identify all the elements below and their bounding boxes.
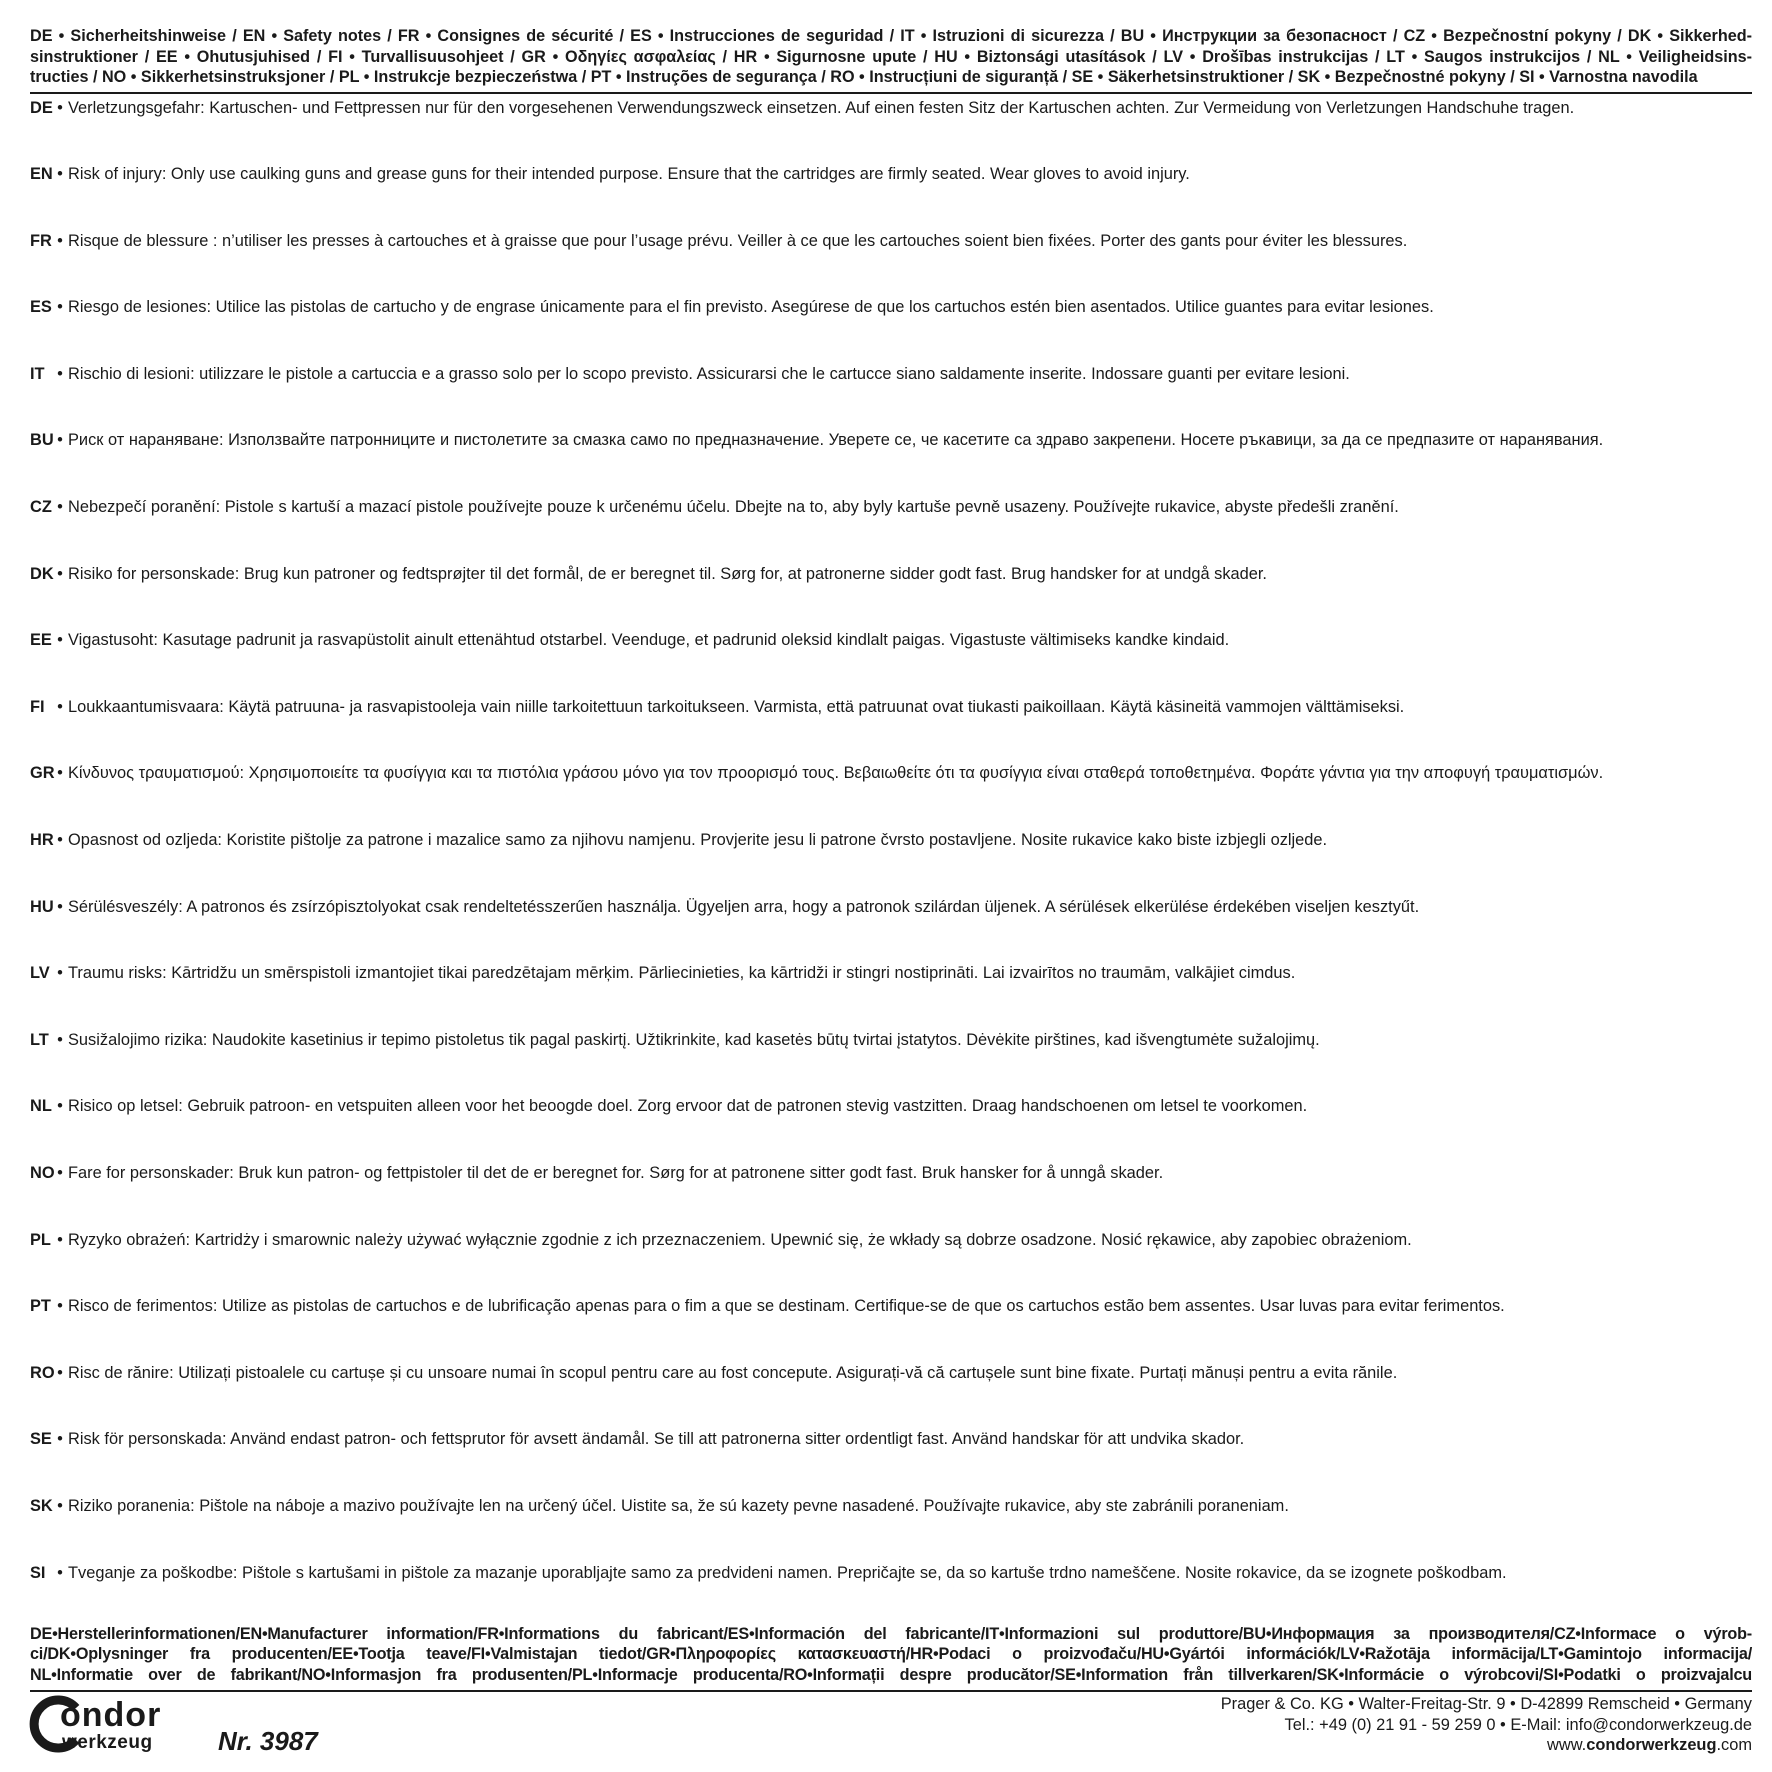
language-code: HR xyxy=(30,831,54,850)
safety-note-fr xyxy=(30,231,1752,298)
bullet-separator: • xyxy=(57,498,63,517)
language-code: DE xyxy=(30,98,53,117)
safety-note-text: Verletzungsgefahr: Kartuschen- und Fettpressen nur für den vorgesehenen Verwendungszweck einsetzen. Auf einen festen Sitz der Kartuschen achten. Zur Vermeidung von Verletzungen Handschuhe tragen. xyxy=(68,98,1575,117)
manufacturer-header xyxy=(30,1624,1752,1692)
language-code: GR xyxy=(30,764,55,783)
footer xyxy=(28,1694,1752,1764)
safety-note-text: Risico op letsel: Gebruik patroon- en vetspuiten alleen voor het beoogde doel. Zorg ervoor dat de patronen stevig vastzitten. Draag handschoenen om letsel te voorkomen. xyxy=(68,1097,1308,1116)
safety-note-ee xyxy=(30,630,1752,697)
language-code: SI xyxy=(30,1563,46,1582)
safety-note-pt xyxy=(30,1296,1752,1363)
manufacturer-header-line: DE•Herstellerinformationen/EN•Manufacturer information/FR•Informations du fabricant/ES•Información del fabricante/IT•Informazioni sul produttore/BU•Информация за производителя/CZ•Informace o výrob- xyxy=(30,1625,1752,1643)
language-code: LT xyxy=(30,1030,49,1049)
safety-note-ro xyxy=(30,1363,1752,1430)
bullet-separator: • xyxy=(57,564,63,583)
manufacturer-header-line: ci/DK•Oplysninger fra producenten/EE•Tootja teave/FI•Valmistajan tiedot/GR•Πληροφορίες κατασκευαστή/HR•Podaci o proizvođaču/HU•Gyártói információk/LV•Ražotāja informācija/LT•Gamintojo informacija/ xyxy=(30,1645,1752,1664)
safety-note-no xyxy=(30,1163,1752,1230)
website-domain: condorwerkzeug xyxy=(1586,1736,1717,1754)
safety-note-text: Rischio di lesioni: utilizzare le pistole a cartuccia e a grasso solo per lo scopo previsto. Assicurarsi che le cartucce siano saldamente inserite. Indossare guanti per evitare lesioni. xyxy=(68,364,1350,383)
safety-note-text: Risk of injury: Only use caulking guns and grease guns for their intended purpose. Ensure that the cartridges are firmly seated. Wear gloves to avoid injury. xyxy=(68,165,1190,184)
bullet-separator: • xyxy=(57,764,63,783)
bullet-separator: • xyxy=(57,897,63,916)
safety-notes-list xyxy=(30,98,1752,1630)
safety-note-dk xyxy=(30,564,1752,631)
language-code: SE xyxy=(30,1430,52,1449)
bullet-separator: • xyxy=(57,98,63,117)
safety-header-line: sinstruktioner / EE • Ohutusjuhised / FI • Turvallisuusohjeet / GR • Οδηγίες ασφαλείας / HR • Sigurnosne upute / HU • Biztonsági utasítások / LV • Drošības instrukcijas / LT • Saugos instrukcijos / NL • Veiligheidsins- xyxy=(30,47,1752,66)
language-code: FR xyxy=(30,231,52,250)
language-code: NO xyxy=(30,1164,55,1182)
bullet-separator: • xyxy=(57,831,63,850)
bullet-separator: • xyxy=(57,298,63,317)
website-prefix: www. xyxy=(1547,1736,1587,1754)
safety-note-hr xyxy=(30,830,1752,897)
website-link[interactable] xyxy=(1221,1735,1752,1756)
safety-note-gr xyxy=(30,763,1752,830)
safety-note-text: Opasnost od ozljeda: Koristite pištolje za patrone i mazalice samo za njihovu namjenu. Provjerite jesu li patrone čvrsto postavljene. Nosite rukavice kako biste izbjegli ozljede. xyxy=(68,831,1328,850)
safety-note-se xyxy=(30,1429,1752,1496)
safety-note-text: Risc de rănire: Utilizați pistoalele cu cartușe și cu unsoare numai în scopul pentru care au fost concepute. Asigurați-vă că cartușele sunt bine fixate. Purtați mănuși pentru a evita rănile. xyxy=(68,1363,1398,1382)
language-code: EN xyxy=(30,165,53,184)
safety-note-hu xyxy=(30,897,1752,964)
bullet-separator: • xyxy=(57,1164,63,1182)
language-code: SK xyxy=(30,1496,53,1515)
condor-logo xyxy=(28,1694,198,1754)
bullet-separator: • xyxy=(57,1230,63,1249)
safety-note-en xyxy=(30,164,1752,231)
safety-note-text: Risco de ferimentos: Utilize as pistolas de cartuchos e de lubrificação apenas para o fim a que se destinam. Certifique-se de que os cartuchos estão bem assentes. Usar luvas para evitar ferimentos. xyxy=(68,1297,1505,1316)
language-code: CZ xyxy=(30,498,52,517)
bullet-separator: • xyxy=(57,697,63,716)
manufacturer-header-line: NL•Informatie over de fabrikant/NO•Informasjon fra produsenten/PL•Informacje producenta/RO•Informații despre producător/SE•Information från tillverkaren/SK•Informácie o výrobcovi/SI•Podatki o proizvajalcu xyxy=(30,1665,1752,1684)
bullet-separator: • xyxy=(57,364,63,383)
safety-note-sk xyxy=(30,1496,1752,1563)
safety-note-es xyxy=(30,297,1752,364)
safety-note-de xyxy=(30,98,1752,165)
safety-note-text: Tveganje za poškodbe: Pištole s kartušami in pištole za mazanje uporabljajte samo za predvideni namen. Prepričajte se, da so kartuše trdno nameščene. Nosite rokavice, da se izognete poškodbam. xyxy=(68,1563,1507,1582)
logo-sub-text: werkzeug xyxy=(62,1732,153,1753)
safety-note-text: Nebezpečí poranění: Pistole s kartuší a mazací pistole používejte pouze k určenému účelu. Dbejte na to, aby byly kartuše pevně usazeny. Používejte rukavice, abyste předešli zranění. xyxy=(68,498,1399,517)
safety-note-text: Risk för personskada: Använd endast patron- och fettsprutor för avsett ändamål. Se till att patronerna sitter ordentligt fast. Använd handskar för att undvika skador. xyxy=(68,1430,1245,1449)
safety-note-text: Riziko poranenia: Pištole na náboje a mazivo používajte len na určený účel. Uistite sa, že sú kazety pevne nasadené. Používajte rukavice, aby ste zabránili poraneniam. xyxy=(68,1496,1289,1515)
bullet-separator: • xyxy=(57,964,63,983)
safety-note-lt xyxy=(30,1030,1752,1097)
language-code: PL xyxy=(30,1230,51,1249)
safety-note-pl xyxy=(30,1230,1752,1297)
safety-note-lv xyxy=(30,963,1752,1030)
language-code: IT xyxy=(30,364,45,383)
bullet-separator: • xyxy=(57,1496,63,1515)
language-code: FI xyxy=(30,697,45,716)
safety-note-text: Риск от нараняване: Използвайте патронниците и пистолетите за смазка само по предназначение. Уверете се, че касетите са здраво закрепени. Носете ръкавици, за да се предпазите от наранявания. xyxy=(68,431,1604,450)
safety-note-text: Vigastusoht: Kasutage padrunit ja rasvapüstolit ainult ettenähtud otstarbel. Veenduge, et padrunid oleksid kindlalt paigas. Vigastuste vältimiseks kandke kindaid. xyxy=(68,631,1230,650)
language-code: EE xyxy=(30,631,52,650)
bullet-separator: • xyxy=(57,1363,63,1382)
bullet-separator: • xyxy=(57,1030,63,1049)
bullet-separator: • xyxy=(57,1563,63,1582)
safety-note-text: Sérülésveszély: A patronos és zsírzópisztolyokat csak rendeltetésszerűen használja. Ügyeljen arra, hogy a patronok szilárdan üljenek. A sérülések elkerülése érdekében viseljen kesztyűt. xyxy=(68,897,1420,916)
safety-header xyxy=(30,26,1752,94)
safety-note-text: Risiko for personskade: Brug kun patroner og fedtsprøjter til det formål, de er beregnet til. Sørg for, at patronerne sidder godt fast. Brug handsker for at undgå skader. xyxy=(68,564,1267,583)
language-code: PT xyxy=(30,1297,51,1316)
language-code: BU xyxy=(30,431,54,450)
language-code: ES xyxy=(30,298,52,317)
bullet-separator: • xyxy=(57,165,63,184)
safety-note-it xyxy=(30,364,1752,431)
document-page xyxy=(30,26,1752,1629)
language-code: HU xyxy=(30,897,54,916)
bullet-separator: • xyxy=(57,1430,63,1449)
bullet-separator: • xyxy=(57,1097,63,1116)
bullet-separator: • xyxy=(57,431,63,450)
safety-note-cz xyxy=(30,497,1752,564)
language-code: RO xyxy=(30,1363,55,1382)
safety-note-text: Fare for personskader: Bruk kun patron- og fettpistoler til det de er beregnet for. Sørg for at patronene sitter godt fast. Bruk hansker for å unngå skader. xyxy=(68,1164,1164,1182)
safety-note-text: Susižalojimo rizika: Naudokite kasetinius ir tepimo pistoletus tik pagal paskirtį. Užtikrinkite, kad kasetės būtų tvirtai įstatytos. Dėvėkite pirštines, kad išvengtumėte sužalojimų. xyxy=(68,1030,1320,1049)
address-line: Prager & Co. KG • Walter-Freitag-Str. 9 • D-42899 Remscheid • Germany xyxy=(1220,1695,1752,1713)
safety-note-text: Loukkaantumisvaara: Käytä patruuna- ja rasvapistooleja vain niille tarkoitettuun tarkoitukseen. Varmista, että patruunat ovat tiukasti paikoillaan. Käytä käsineitä vammojen välttämiseksi. xyxy=(68,697,1405,716)
language-code: LV xyxy=(30,964,50,983)
safety-note-text: Riesgo de lesiones: Utilice las pistolas de cartucho y de engrase únicamente para el fin previsto. Asegúrese de que los cartuchos estén bien asentados. Utilice guantes para evitar lesiones. xyxy=(68,298,1434,317)
website-suffix: .com xyxy=(1716,1736,1752,1754)
safety-note-bu xyxy=(30,430,1752,497)
safety-note-text: Ryzyko obrażeń: Kartridży i smarownic należy używać wyłącznie zgodnie z ich przeznaczeniem. Upewnić się, że wkłady są dobrze osadzone. Nosić rękawice, aby zapobiec obrażeniom. xyxy=(68,1230,1412,1249)
safety-note-nl xyxy=(30,1096,1752,1163)
article-number: Nr. 3987 xyxy=(218,1726,318,1756)
address-block xyxy=(1221,1694,1752,1756)
contact-line: Tel.: +49 (0) 21 91 - 59 259 0 • E-Mail: info@condorwerkzeug.de xyxy=(1284,1715,1752,1734)
bullet-separator: • xyxy=(57,231,63,250)
safety-note-text: Κίνδυνος τραυματισμού: Χρησιμοποιείτε τα φυσίγγια και τα πιστόλια γράσου μόνο για τον προορισμό τους. Βεβαιωθείτε ότι τα φυσίγγια είναι σταθερά τοποθετημένα. Φοράτε γάντια για την αποφυγή τραυματισμών. xyxy=(68,764,1604,783)
bullet-separator: • xyxy=(57,631,63,650)
safety-note-text: Risque de blessure : n’utiliser les presses à cartouches et à graisse que pour l’usage prévu. Veiller à ce que les cartouches soient bien fixées. Porter des gants pour éviter les blessures. xyxy=(68,231,1408,250)
safety-header-line: tructies / NO • Sikkerhetsinstruksjoner / PL • Instrukcje bezpieczeństwa / PT • Instruções de segurança / RO • Instrucțiuni de siguranță / SE • Säkerhetsinstruktioner / SK • Bezpečnostné pokyny / SI • Varnostna navodila xyxy=(30,68,1698,86)
language-code: DK xyxy=(30,564,54,583)
logo-brand-text: ondor xyxy=(60,1696,162,1734)
bullet-separator: • xyxy=(57,1297,63,1316)
safety-note-fi xyxy=(30,697,1752,764)
safety-note-text: Traumu risks: Kārtridžu un smērspistoli izmantojiet tikai paredzētajam mērķim. Pārliecinieties, ka kārtridži ir stingri nostiprināti. Lai izvairītos no traumām, valkājiet cimdus. xyxy=(68,964,1296,983)
safety-note-si xyxy=(30,1563,1752,1630)
safety-header-line: DE • Sicherheitshinweise / EN • Safety notes / FR • Consignes de sécurité / ES • Instrucciones de seguridad / IT • Istruzioni di sicurezza / BU • Инструкции за безопасност / CZ • Bezpečnostní pokyny / DK • Sikkerhed- xyxy=(30,27,1752,45)
language-code: NL xyxy=(30,1097,52,1116)
